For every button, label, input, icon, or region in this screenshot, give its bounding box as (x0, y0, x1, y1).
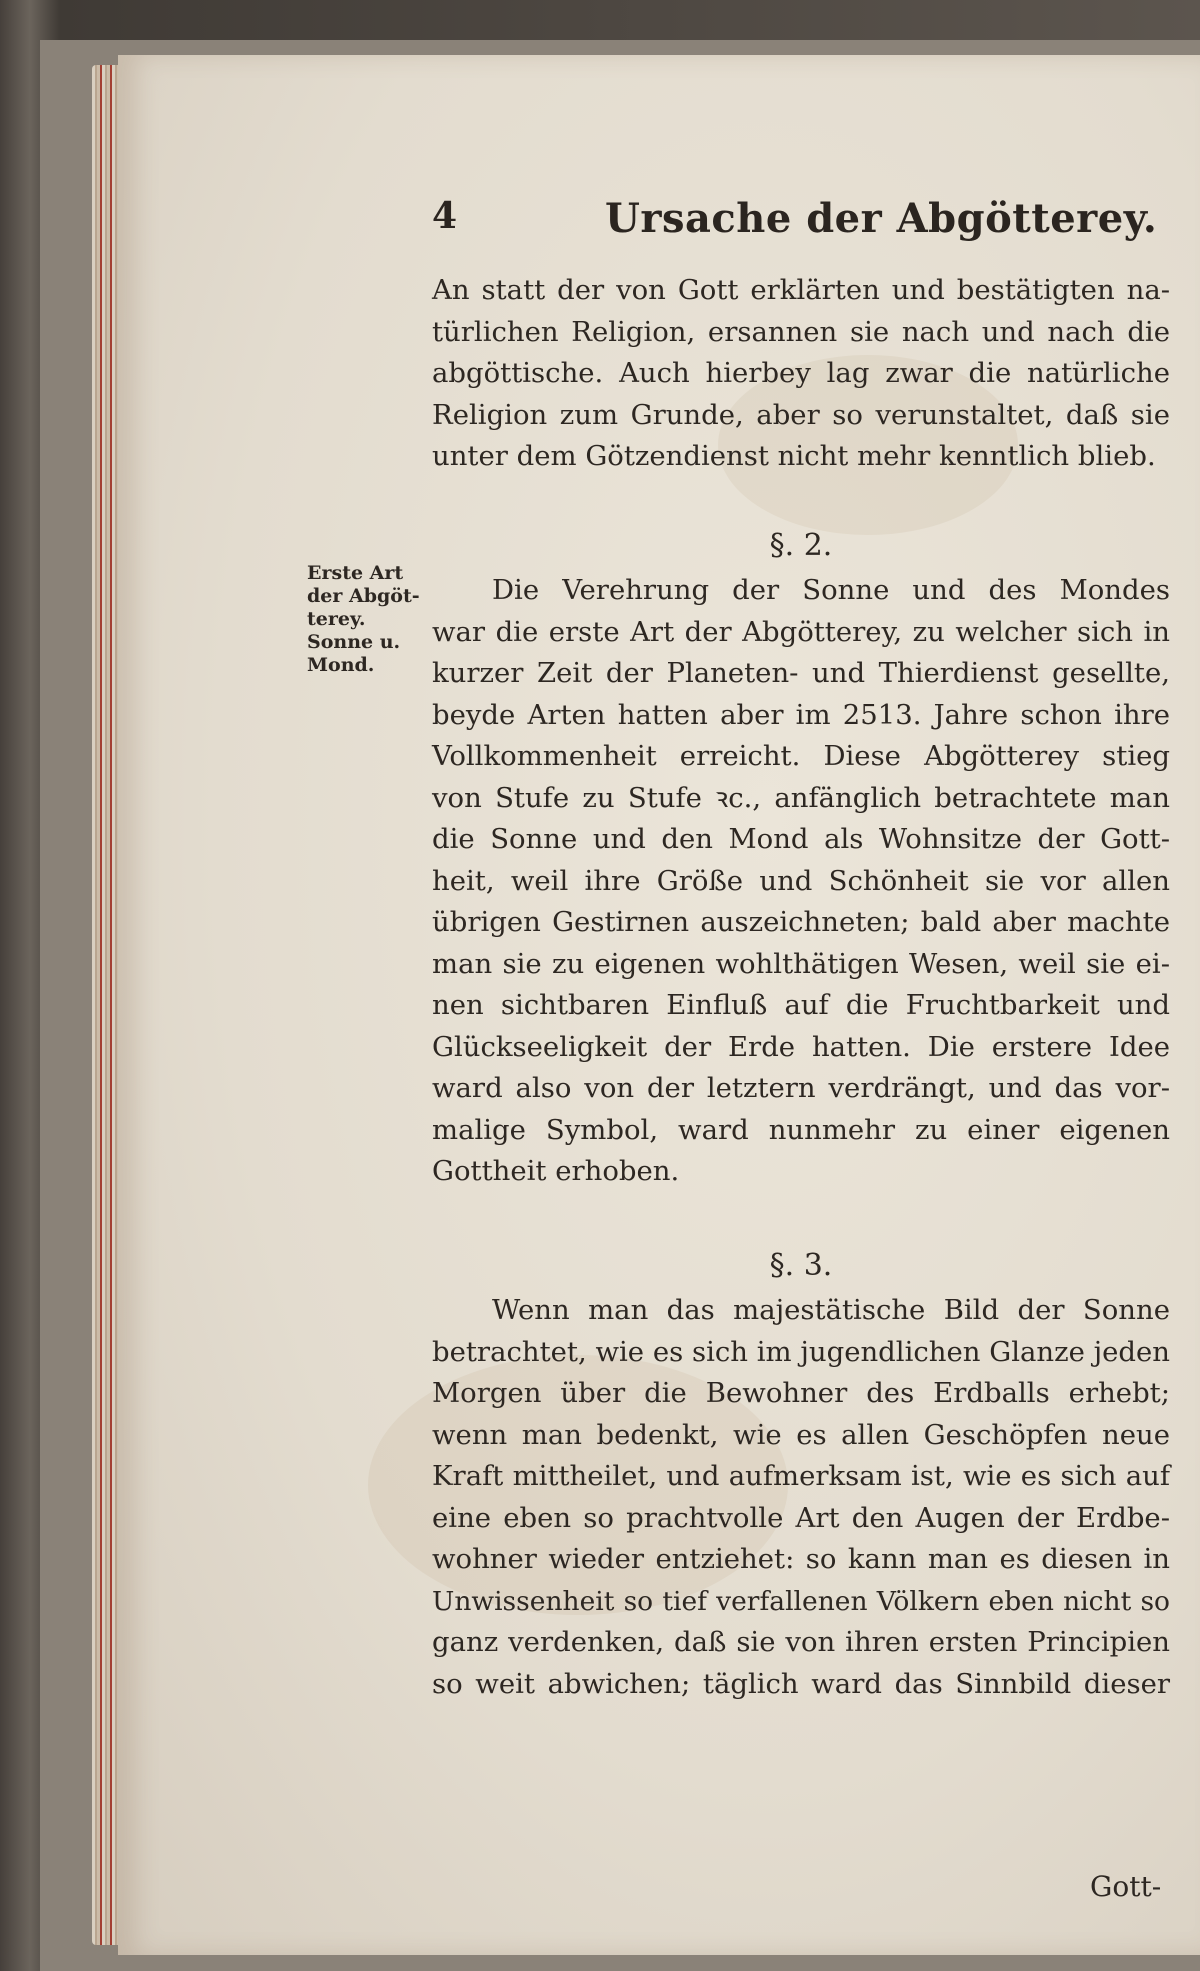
text-line: war die erste Art der Abgötterey, zu welcher sich in (432, 615, 1170, 648)
text-line: betrachtet, wie es sich im jugendlichen Glanze jeden (432, 1335, 1170, 1368)
running-head: Ursache der Abgötterey. (605, 195, 1158, 242)
text-line: An statt der von Gott erklärten und bestätigten na- (432, 274, 1170, 306)
text-line: wenn man bedenkt, wie es allen Geschöpfen neue (432, 1418, 1170, 1451)
text-line: beyde Arten hatten aber im 2513. Jahre schon ihre (432, 698, 1170, 731)
text-line: abgöttische. Auch hierbey lag zwar die natürliche (432, 357, 1170, 389)
margin-note-line: Mond. (307, 654, 375, 676)
text-line: so weit abwichen; täglich ward das Sinnbild dieser (432, 1667, 1170, 1700)
paragraph-3 (432, 1290, 1170, 1705)
text-line: türlichen Religion, ersannen sie nach und nach die (432, 315, 1170, 348)
text-line: unter dem Götzendienst nicht mehr kenntlich blieb. (432, 440, 1156, 472)
text-line: man sie zu eigenen wohlthätigen Wesen, weil sie ei- (432, 947, 1170, 980)
margin-note-line: terey. (307, 608, 366, 630)
text-line: Unwissenheit so tief verfallenen Völkern eben nicht so (432, 1585, 1170, 1617)
text-line: nen sichtbaren Einfluß auf die Fruchtbarkeit und (432, 989, 1170, 1021)
text-line: Kraft mittheilet, und aufmerksam ist, wie es sich auf (432, 1460, 1170, 1492)
text-line: wohner wieder entziehet: so kann man es diesen in (432, 1543, 1170, 1575)
text-line: malige Symbol, ward nunmehr zu einer eigenen (432, 1113, 1170, 1146)
text-line: Religion zum Grunde, aber so verunstaltet, daß sie (432, 398, 1170, 431)
text-line: Die Verehrung der Sonne und des Mondes (492, 574, 1170, 606)
paragraph-intro (432, 270, 1170, 478)
paragraph-2 (432, 570, 1170, 1193)
text-line: übrigen Gestirnen auszeichneten; bald aber machte (432, 906, 1170, 938)
text-line: eine eben so prachtvolle Art den Augen der Erdbe- (432, 1501, 1170, 1534)
text-line: ward also von der letztern verdrängt, und das vor- (432, 1072, 1170, 1104)
margin-note (307, 562, 427, 677)
text-line: heit, weil ihre Größe und Schönheit sie vor allen (432, 864, 1170, 897)
text-line: Gottheit erhoben. (432, 1155, 680, 1187)
text-line: Morgen über die Bewohner des Erdballs erhebt; (432, 1377, 1170, 1409)
text-line: Wenn man das majestätische Bild der Sonne (492, 1294, 1170, 1326)
text-line: ganz verdenken, daß sie von ihren ersten Principien (432, 1626, 1170, 1658)
margin-note-line: Erste Art (307, 562, 404, 584)
page-number: 4 (432, 195, 458, 237)
text-line: Glückseeligkeit der Erde hatten. Die erstere Idee (432, 1030, 1170, 1063)
catchword: Gott- (1090, 1870, 1162, 1903)
text-line: Vollkommenheit erreicht. Diese Abgötterey stieg (432, 740, 1170, 772)
text-line: von Stufe zu Stufe ꝛc., anfänglich betrachtete man (432, 781, 1170, 814)
text-line: kurzer Zeit der Planeten- und Thierdienst gesellte, (432, 657, 1170, 689)
margin-note-line: der Abgöt- (307, 585, 420, 607)
section-heading-3: §. 3. (769, 1248, 833, 1283)
text-line: die Sonne und den Mond als Wohnsitze der Gott- (432, 823, 1170, 855)
margin-note-line: Sonne u. (307, 631, 401, 653)
section-heading-2: §. 2. (769, 528, 833, 563)
